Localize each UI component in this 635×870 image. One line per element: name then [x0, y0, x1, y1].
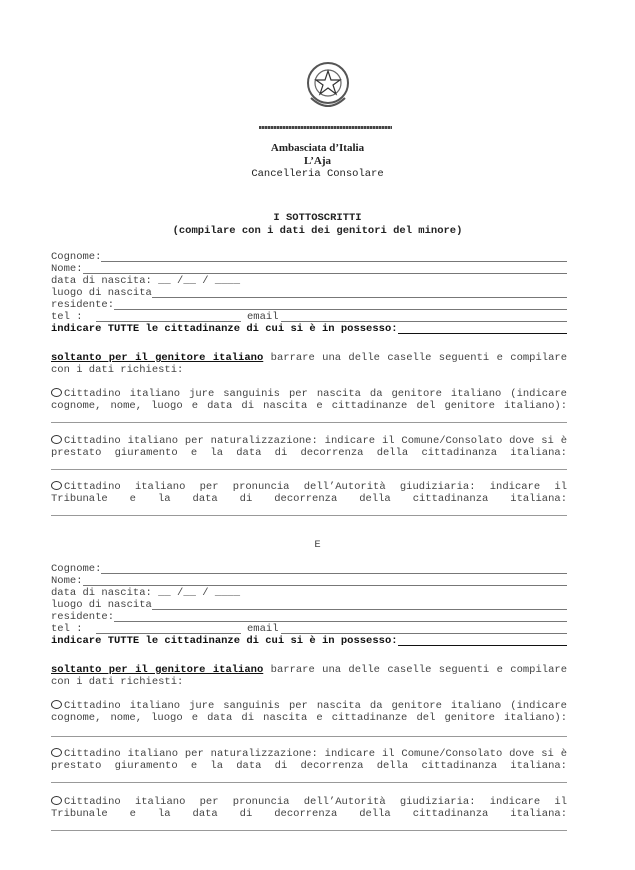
italian-republic-emblem-icon — [303, 56, 353, 116]
email-label: email — [247, 311, 279, 323]
tel-label-2: tel : — [51, 623, 83, 635]
name-field-2[interactable]: Nome: — [51, 575, 567, 587]
residence-field-2[interactable]: residente: — [51, 611, 567, 623]
radio-jure-sanguinis[interactable] — [51, 388, 62, 397]
citizenships-field[interactable]: indicare TUTTE le cittadinanze di cui si è in possesso: — [51, 323, 567, 335]
tel-label: tel : — [51, 311, 83, 323]
dob-field[interactable]: data di nascita: __ /__ / ____ — [51, 275, 241, 287]
separator-e: E — [314, 539, 321, 551]
dob-field-2[interactable]: data di nascita: __ /__ / ____ — [51, 587, 241, 599]
option-jure-sanguinis[interactable]: Cittadino italiano jure sanguinis per nascita da genitore italiano (indicare cognome, nome, luogo e data di nascita e cittadinanze del genitore italiano): — [51, 388, 567, 412]
option-naturalizzazione-2[interactable]: Cittadino italiano per naturalizzazione: indicare il Comune/Consolato dove si è prestato giuramento e la data di decorrenza della cittadinanza italiana: — [51, 748, 567, 772]
pob-field[interactable]: luogo di nascita — [51, 287, 567, 299]
email-label-2: email — [247, 623, 279, 635]
office-name: Cancelleria Consolare — [251, 168, 384, 180]
italian-parent-intro-2: soltanto per il genitore italiano barrare una delle caselle seguenti e compilare con i dati richiesti: — [51, 664, 567, 688]
surname-field[interactable]: Cognome: — [51, 251, 567, 263]
embassy-name: Ambasciata d’Italia — [270, 142, 365, 154]
pob-field-2[interactable]: luogo di nascita — [51, 599, 567, 611]
radio-naturalizzazione[interactable] — [51, 435, 62, 444]
name-field[interactable]: Nome: — [51, 263, 567, 275]
contact-row-2 — [51, 623, 567, 635]
italian-parent-intro: soltanto per il genitore italiano barrare una delle caselle seguenti e compilare con i dati richiesti: — [51, 352, 567, 376]
option-naturalizzazione[interactable]: Cittadino italiano per naturalizzazione: indicare il Comune/Consolato dove si è prestato giuramento e la data di decorrenza della cittadinanza italiana: — [51, 435, 567, 459]
form-title: I SOTTOSCRITTI — [273, 212, 362, 224]
radio-naturalizzazione-2[interactable] — [51, 748, 62, 757]
radio-autorita-giudiziaria[interactable] — [51, 481, 62, 490]
contact-row — [51, 311, 567, 323]
radio-autorita-giudiziaria-2[interactable] — [51, 796, 62, 805]
email-field-2[interactable] — [281, 633, 567, 634]
citizenships-field-2[interactable]: indicare TUTTE le cittadinanze di cui si è in possesso: — [51, 635, 567, 647]
embassy-city: L’Aja — [303, 155, 332, 167]
option-jure-sanguinis-2[interactable]: Cittadino italiano jure sanguinis per nascita da genitore italiano (indicare cognome, nome, luogo e data di nascita e cittadinanze del genitore italiano): — [51, 700, 567, 724]
tel-field-2[interactable] — [96, 633, 241, 634]
option-autorita-giudiziaria[interactable]: Cittadino italiano per pronuncia dell’Autorità giudiziaria: indicare il Tribunale e la data di decorrenza della cittadinanza italiana: — [51, 481, 567, 505]
header-decoration — [259, 126, 392, 129]
form-subtitle: (compilare con i dati dei genitori del minore) — [172, 225, 463, 237]
residence-field[interactable]: residente: — [51, 299, 567, 311]
tel-field[interactable] — [96, 321, 241, 322]
email-field[interactable] — [281, 321, 567, 322]
surname-field-2[interactable]: Cognome: — [51, 563, 567, 575]
option-autorita-giudiziaria-2[interactable]: Cittadino italiano per pronuncia dell’Autorità giudiziaria: indicare il Tribunale e la data di decorrenza della cittadinanza italiana: — [51, 796, 567, 820]
radio-jure-sanguinis-2[interactable] — [51, 700, 62, 709]
